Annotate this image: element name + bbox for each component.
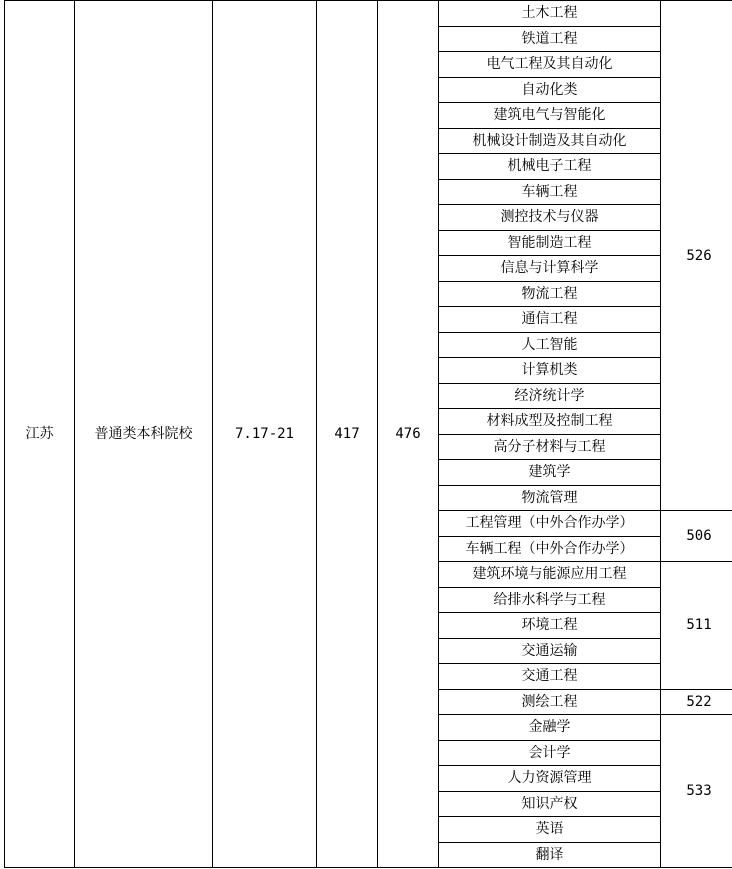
- major-cell: 车辆工程: [439, 179, 661, 205]
- major-cell: 通信工程: [439, 307, 661, 333]
- major-cell: 高分子材料与工程: [439, 434, 661, 460]
- major-cell: 测控技术与仪器: [439, 205, 661, 231]
- major-cell: 车辆工程（中外合作办学）: [439, 536, 661, 562]
- major-cell: 材料成型及控制工程: [439, 409, 661, 435]
- major-cell: 物流管理: [439, 485, 661, 511]
- min-score-cell: 476: [378, 1, 439, 868]
- admission-score-table: [4, 0, 732, 868]
- major-cell: 交通运输: [439, 638, 661, 664]
- group-score-cell: 511: [661, 562, 732, 690]
- major-cell: 经济统计学: [439, 383, 661, 409]
- group-score-cell: 506: [661, 511, 732, 562]
- major-cell: 建筑电气与智能化: [439, 103, 661, 129]
- group-score-cell: 533: [661, 715, 732, 868]
- major-cell: 智能制造工程: [439, 230, 661, 256]
- major-cell: 翻译: [439, 842, 661, 868]
- major-cell: 金融学: [439, 715, 661, 741]
- major-cell: 机械电子工程: [439, 154, 661, 180]
- major-cell: 给排水科学与工程: [439, 587, 661, 613]
- group-score-cell: 526: [661, 1, 732, 511]
- major-cell: 计算机类: [439, 358, 661, 384]
- major-cell: 自动化类: [439, 77, 661, 103]
- major-cell: 会计学: [439, 740, 661, 766]
- date-cell: 7.17-21: [213, 1, 317, 868]
- major-cell: 人工智能: [439, 332, 661, 358]
- major-cell: 测绘工程: [439, 689, 661, 715]
- major-cell: 建筑学: [439, 460, 661, 486]
- category-cell: 普通类本科院校: [75, 1, 213, 868]
- group-score-cell: 522: [661, 689, 732, 715]
- major-cell: 铁道工程: [439, 26, 661, 52]
- province-cell: 江苏: [5, 1, 75, 868]
- major-cell: 环境工程: [439, 613, 661, 639]
- major-cell: 工程管理（中外合作办学）: [439, 511, 661, 537]
- major-cell: 知识产权: [439, 791, 661, 817]
- control-line-cell: 417: [317, 1, 378, 868]
- major-cell: 信息与计算科学: [439, 256, 661, 282]
- major-cell: 电气工程及其自动化: [439, 52, 661, 78]
- table-row: [5, 1, 732, 27]
- major-cell: 建筑环境与能源应用工程: [439, 562, 661, 588]
- major-cell: 机械设计制造及其自动化: [439, 128, 661, 154]
- major-cell: 人力资源管理: [439, 766, 661, 792]
- major-cell: 交通工程: [439, 664, 661, 690]
- major-cell: 英语: [439, 817, 661, 843]
- major-cell: 物流工程: [439, 281, 661, 307]
- major-cell: 土木工程: [439, 1, 661, 27]
- table-body: [5, 1, 732, 868]
